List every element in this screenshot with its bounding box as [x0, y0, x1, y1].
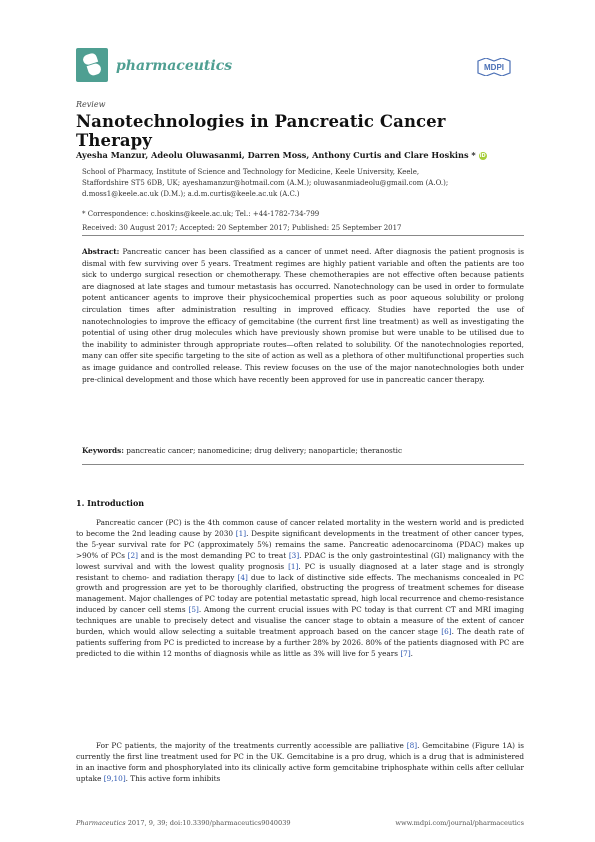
mdpi-logo-icon [474, 58, 514, 76]
article-title: Nanotechnologies in Pancreatic Cancer Therapy [76, 112, 446, 150]
body-paragraph [76, 518, 524, 660]
author-list [76, 150, 487, 160]
keywords-label: Keywords: [82, 446, 124, 455]
citation-link[interactable]: [8] [406, 741, 418, 750]
text-run: . PC is usually diagnosed at a later stage and is strongly resistant to chemo- and radiation therapy [76, 561, 524, 582]
text-run: and is the most demanding PC to treat [137, 550, 289, 560]
abstract-label: Abstract: [82, 247, 120, 256]
journal-logo-icon [76, 48, 108, 82]
footer-url[interactable]: www.mdpi.com/journal/pharmaceutics [395, 819, 524, 827]
footer-journal: Pharmaceutics [76, 819, 126, 827]
divider [82, 235, 524, 236]
citation-link[interactable]: [2] [127, 550, 138, 560]
text-run: Pancreatic cancer (PC) is the 4th common cause of cancer related mortality in the western world and is predicted to become the 2nd leading cause by 2030 [76, 518, 524, 538]
citation-link[interactable]: [1] [235, 528, 247, 538]
correspondence: * Correspondence: c.hoskins@keele.ac.uk; Tel.: +44-1782-734-799 [82, 210, 320, 218]
publication-dates: Received: 30 August 2017; Accepted: 20 September 2017; Published: 25 September 2017 [82, 224, 402, 232]
text-run: . Gemcitabine (Figure 1A) is currently the first line treatment used for PC in the UK. Gemcitabine is a pro drug, which is a drug that is administered in an inactive form and phosphorylated into its clinically active form gemcitabine triphosphate within cells after cellular uptake [76, 741, 524, 783]
affiliation-line: d.moss1@keele.ac.uk (D.M.); a.d.m.curtis@keele.ac.uk (A.C.) [82, 190, 300, 198]
text-run: . The death rate of patients suffering from PC is predicted to increase by a further 28% by 2026. 80% of the patients diagnosed with PC are predicted to die within 12 months of diagnosis while as little as 3% will live for 5 years [76, 627, 524, 658]
keywords [82, 446, 524, 455]
text-run: . Despite significant developments in the treatment of other cancer types, the 5-year survival rate for PC (approximately 5%) remains the same. Pancreatic adenocarcinoma (PDAC) makes up >90% of PCs [76, 528, 525, 560]
divider [82, 464, 524, 465]
text-run: . PDAC is the only gastrointestinal (GI) malignancy with the lowest survival and with the lowest quality prognosis [76, 550, 524, 571]
keywords-text: pancreatic cancer; nanomedicine; drug delivery; nanoparticle; theranostic [126, 446, 403, 455]
section-heading: 1. Introduction [76, 498, 145, 508]
text-run: due to lack of distinctive side effects. The mechanisms concealed in PC growth and progression are yet to be thoroughly clarified, obstructing the progress of treatment schemes for disease management. Major challenges of PC today are potential metastatic spread, high local recurrence and chemo-resistance induced by cancer cell stems [76, 572, 524, 615]
text-run: . This active form inhibits [125, 773, 221, 783]
text-run: For PC patients, the majority of the treatments currently accessible are palliative [96, 741, 407, 750]
abstract [82, 246, 524, 385]
abstract-text: Pancreatic cancer has been classified as a cancer of unmet need. After diagnosis the patient prognosis is dismal with few surviving over 5 years. Treatment regimes are highly patient variable and often the patients are too sick to undergo surgical resection or chemotherapy. These chemotherapies are not effective often because patients are diagnosed at late stages and tumour metastasis has occurred. Nanotechnology can be used in order to formulate potent anticancer agents to improve their physicochemical properties such as poor aqueous solubility or prolong circulation times after administration resulting in improved efficacy. Studies have reported the use of nanotechnologies to improve the efficacy of gemcitabine (the current first line treatment) as well as investigating the potential of using other drug molecules which have previously shown promise but were unable to be utilised due to the inability to administer through appropriate routes—often related to solubility. Of the nanotechnologies reported, many can offer site specific targeting to the site of action as well as a plethora of other multifunctional properties such as image guidance and controlled release. This review focuses on the use of the major nanotechnologies both under pre-clinical development and those which have recently been approved for use in pancreatic cancer therapy. [82, 247, 524, 384]
footer-citation-details: 2017, 9, 39; doi:10.3390/pharmaceutics9040039 [125, 819, 291, 827]
journal-name: pharmaceutics [116, 58, 233, 74]
affiliation-line: Staffordshire ST5 6DB, UK; ayeshamanzur@hotmail.com (A.M.); oluwasanmiadeolu@gmail.com (A.O.); [82, 179, 449, 187]
citation-link[interactable]: [5] [188, 605, 199, 615]
orcid-icon[interactable]: iD [479, 153, 486, 159]
citation-link[interactable]: [9,10] [103, 773, 126, 783]
citation-link[interactable]: [3] [288, 550, 300, 560]
body-paragraph [76, 741, 524, 785]
citation-link[interactable]: [7] [400, 648, 411, 658]
author-names: Ayesha Manzur, Adeolu Oluwasanmi, Darren Moss, Anthony Curtis and Clare Hoskins * [76, 150, 476, 160]
svg-text:MDPI: MDPI [484, 63, 504, 72]
affiliation-line: School of Pharmacy, Institute of Science and Technology for Medicine, Keele University, Keele, [82, 168, 420, 176]
text-run: . [410, 648, 413, 658]
citation-link[interactable]: [4] [237, 572, 248, 582]
citation-link[interactable]: [6] [441, 627, 452, 637]
footer-citation [76, 819, 291, 827]
citation-link[interactable]: [1] [288, 561, 299, 571]
article-type: Review [76, 100, 106, 109]
text-run: . Among the current crucial issues with PC today is that current CT and MRI imaging techniques are unable to precisely detect and visualise the cancer stage to obtain a measure of the extent of cancer burden, which would allow selecting a suitable treatment approach based on the cancer stage [76, 605, 524, 637]
